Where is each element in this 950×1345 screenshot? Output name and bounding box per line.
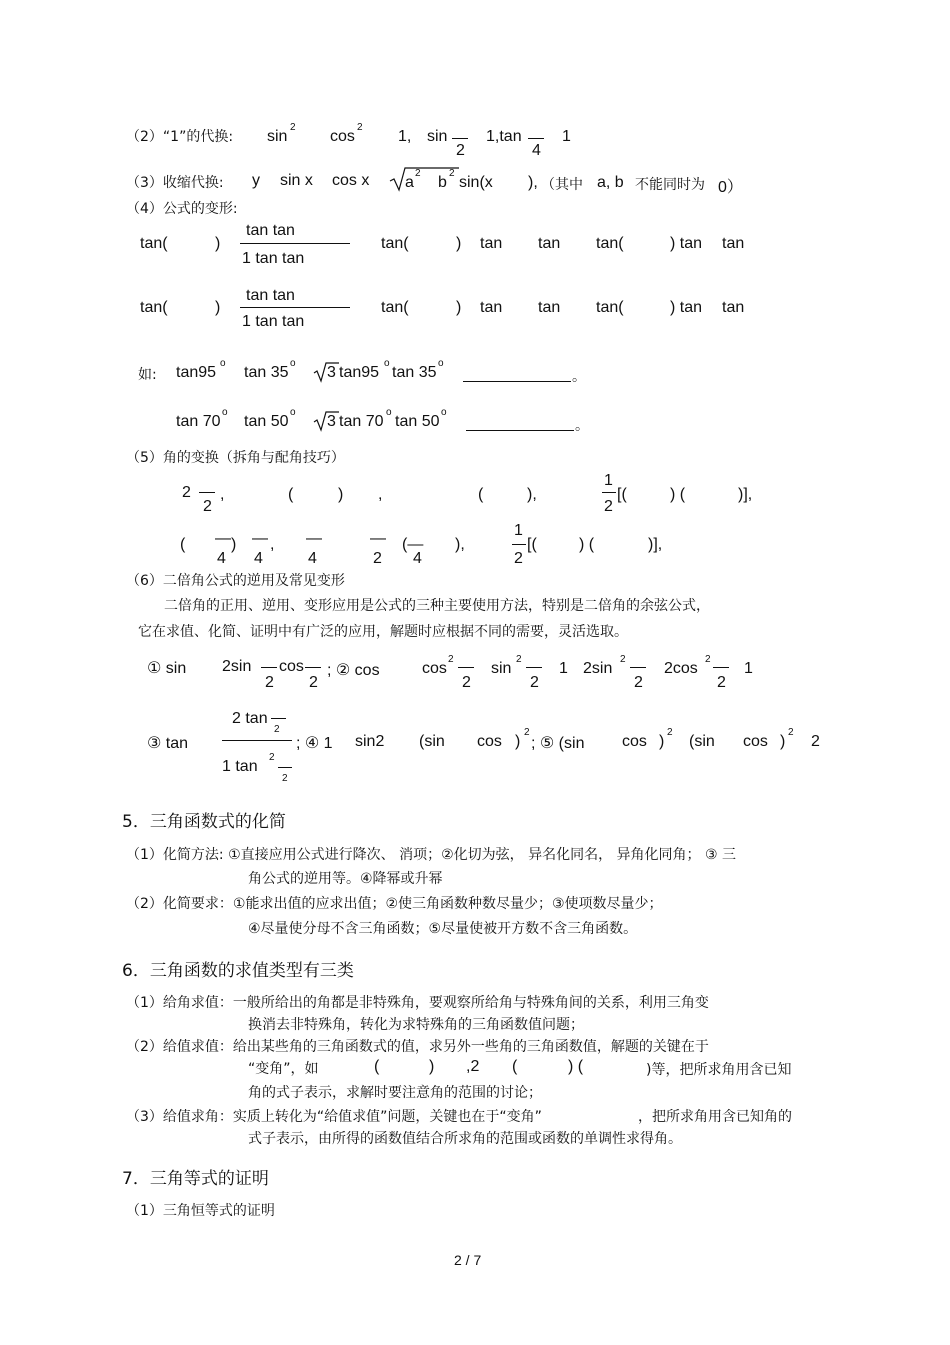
math-text: 2 — [203, 498, 212, 515]
math-text: 2sin — [583, 660, 613, 677]
fraction-bar — [278, 767, 292, 768]
math-text: tan( — [381, 299, 409, 316]
math-text: 2 — [309, 674, 318, 691]
math-text: ; ⑤ (sin — [531, 735, 585, 752]
fraction-bar — [305, 667, 321, 668]
note-text: （其中 — [541, 177, 583, 193]
contraction-label: （3）收缩代换: — [126, 175, 224, 191]
math-text: ) — [515, 733, 521, 750]
math-text: cos x — [332, 172, 370, 189]
angle-transform-label: （5）角的变换（拆角与配角技巧） — [126, 450, 345, 466]
math-text: cos — [330, 128, 355, 145]
math-text: tan( — [140, 235, 168, 252]
math-text: a — [405, 174, 414, 191]
body-line: 角公式的逆用等。④降幂或升幂 — [248, 871, 443, 887]
math-text: ( — [374, 1058, 380, 1075]
math-text: — — [306, 530, 322, 547]
math-text: 0） — [718, 179, 743, 196]
math-text: tan — [480, 299, 503, 316]
math-text: 1 — [559, 660, 568, 677]
math-sup: o — [438, 358, 444, 369]
fraction-bar — [713, 667, 729, 668]
math-text: 3 — [327, 364, 336, 381]
answer-blank[interactable] — [463, 381, 571, 382]
math-text: y — [252, 172, 260, 189]
math-text: cos — [422, 660, 447, 677]
double-angle-label: （6）二倍角公式的逆用及常见变形 — [126, 573, 345, 589]
math-text: ① sin — [147, 660, 187, 677]
math-text: ,2 — [466, 1058, 480, 1075]
math-text: 2 — [717, 674, 726, 691]
body-line: ，把所求角用含已知角的 — [638, 1109, 792, 1125]
math-text: ( — [180, 536, 186, 553]
math-sup: 2 — [516, 654, 522, 665]
math-text: tan 70 — [176, 413, 221, 430]
math-text: ) tan — [670, 299, 703, 316]
math-text: ; ② cos — [327, 662, 380, 679]
fraction-bar — [526, 667, 542, 668]
math-text: ( — [512, 1058, 518, 1075]
math-text: ) — [659, 733, 665, 750]
math-sup: 2 — [449, 168, 455, 179]
math-text: ) tan — [670, 235, 703, 252]
math-sup: 2 — [620, 654, 626, 665]
fraction-denominator: 1 tan tan — [242, 313, 305, 330]
body-line: （2）给值求值：给出某些角的三角函数式的值，求另外一些角的三角函数值，解题的关键在于 — [126, 1039, 709, 1055]
body-line: ④尽量使分母不含三角函数；⑤尽量使被开方数不含三角函数。 — [248, 921, 638, 937]
math-sup: o — [220, 358, 226, 369]
paragraph-line: 二倍角的正用、逆用、变形应用是公式的三种主要使用方法，特别是二倍角的余弦公式， — [164, 598, 710, 614]
math-text: tan 35 — [244, 364, 289, 381]
math-text: 2 — [462, 674, 471, 691]
math-text: 2 — [811, 733, 820, 750]
body-line: （1）给角求值：一般所给出的角都是非特殊角，要观察所给角与特殊角间的关系，利用三角变 — [126, 995, 709, 1011]
math-text: sin — [491, 660, 512, 677]
math-text: 2 — [604, 498, 613, 515]
math-text: (— — [402, 536, 424, 553]
fraction-bar — [630, 667, 646, 668]
math-text: tan — [480, 235, 503, 252]
fraction-bar — [199, 492, 215, 493]
math-text: ) — [338, 486, 344, 503]
math-sup: 2 — [269, 752, 275, 763]
math-text: sin(x — [459, 174, 493, 191]
math-text: 2 — [274, 724, 280, 735]
body-line: )等，把所求角用含已知 — [646, 1062, 792, 1078]
math-text: 1 — [604, 472, 613, 489]
fraction-bar — [240, 243, 350, 244]
math-sup: 2 — [705, 654, 711, 665]
math-text: (sin — [689, 733, 715, 750]
math-text: tan( — [381, 235, 409, 252]
math-text: 2sin — [222, 658, 252, 675]
math-text: ) — [429, 1058, 435, 1075]
body-line: 角的式子表示，求解时要注意角的范围的讨论； — [248, 1085, 542, 1101]
section-heading: 5．三角函数式的化简 — [122, 812, 286, 832]
math-text: 2 — [265, 674, 274, 691]
fraction-bar — [271, 718, 286, 719]
math-text: tan( — [596, 235, 624, 252]
math-text: cos — [622, 733, 647, 750]
math-text: 2 — [373, 550, 382, 567]
math-text: ), — [527, 486, 537, 503]
math-text: , — [220, 486, 225, 503]
fraction-numerator: 2 tan — [232, 710, 268, 727]
math-text: tan 50 — [395, 413, 440, 430]
math-text: 2 — [182, 484, 191, 501]
math-text: tan 70 — [339, 413, 384, 430]
fraction-bar — [261, 667, 277, 668]
paragraph-line: 它在求值、化简、证明中有广泛的应用，解题时应根据不同的需要，灵活选取。 — [138, 624, 628, 640]
substitution-label: （2）“1”的代换: — [126, 129, 234, 145]
body-line: 换消去非特殊角，转化为求特殊角的三角函数值问题； — [248, 1017, 584, 1033]
math-text: 4 — [532, 142, 541, 159]
math-text: 3 — [327, 413, 336, 430]
math-text: (sin — [419, 733, 445, 750]
math-text: ) — [456, 235, 462, 252]
math-sup: 2 — [448, 654, 454, 665]
math-sup: 2 — [667, 727, 673, 738]
math-sup: 2 — [524, 727, 530, 738]
math-text: 4 — [254, 550, 263, 567]
fraction-bar — [458, 667, 474, 668]
body-line: （1）化简方法: ①直接应用公式进行降次、 消项；②化切为弦， 异名化同名， 异角化同角； ③ 三 — [126, 847, 736, 863]
math-text: — — [370, 530, 386, 547]
fraction-bar — [602, 492, 616, 493]
math-text: ) — [215, 299, 221, 316]
math-text: ) — [456, 299, 462, 316]
math-text: 4 — [308, 550, 317, 567]
math-sup: o — [441, 407, 447, 418]
example-label: 如: — [138, 367, 157, 383]
math-text: tan95 — [339, 364, 380, 381]
math-text: ) — [780, 733, 786, 750]
math-text: ) ( — [579, 536, 595, 553]
math-text: tan( — [596, 299, 624, 316]
body-line: （1）三角恒等式的证明 — [126, 1203, 275, 1219]
math-text: ( — [478, 486, 484, 503]
fraction-bar — [528, 138, 544, 139]
math-text: ③ tan — [147, 735, 189, 752]
fraction-numerator: tan tan — [246, 287, 295, 304]
math-text: 1 — [744, 660, 753, 677]
math-text: ; ④ 1 — [296, 735, 333, 752]
math-text: ) — [231, 536, 237, 553]
math-text: 4 — [413, 550, 422, 567]
fraction-denominator: 1 tan — [222, 758, 258, 775]
fraction-bar — [240, 307, 350, 308]
math-text: ) ( — [670, 486, 686, 503]
math-text: a, b — [597, 174, 624, 191]
math-text: 1 — [514, 522, 523, 539]
math-text: tan( — [140, 299, 168, 316]
math-text: b — [438, 174, 447, 191]
math-text: 1,tan — [486, 128, 522, 145]
body-line: （2）化简要求：①能求出值的应求出值；②使三角函数种数尽量少；③使项数尽量少； — [126, 896, 663, 912]
section-heading: 7．三角等式的证明 — [122, 1169, 269, 1189]
math-sup: 2 — [357, 122, 363, 133]
fraction-bar — [222, 740, 292, 741]
math-text: 4 — [217, 550, 226, 567]
math-text: 2 — [282, 773, 288, 784]
section-heading: 6．三角函数的求值类型有三类 — [122, 961, 354, 981]
body-line: 式子表示，由所得的函数值结合所求角的范围或函数的单调性求得角。 — [248, 1131, 682, 1147]
math-text: tan 50 — [244, 413, 289, 430]
math-text: sin x — [280, 172, 313, 189]
period: 。 — [572, 369, 586, 385]
period: 。 — [575, 418, 589, 434]
math-sup: o — [222, 407, 228, 418]
math-text: )], — [648, 536, 663, 553]
formula-variant-label: （4）公式的变形: — [126, 201, 238, 217]
math-text: — — [215, 530, 231, 547]
math-sup: o — [290, 407, 296, 418]
math-text: ) — [215, 235, 221, 252]
math-text: sin — [427, 128, 448, 145]
math-text: [( — [617, 486, 627, 503]
fraction-bar — [452, 138, 468, 139]
page-number: 2 / 7 — [454, 1252, 482, 1268]
math-text: , — [270, 536, 275, 553]
math-text: 2 — [634, 674, 643, 691]
math-text: ), — [528, 174, 538, 191]
math-text: cos — [279, 658, 304, 675]
math-sup: 2 — [788, 727, 794, 738]
math-text: 1, — [398, 128, 412, 145]
answer-blank[interactable] — [466, 430, 574, 431]
math-text: sin2 — [355, 733, 385, 750]
math-text: 1 — [562, 128, 571, 145]
math-text: ) ( — [568, 1058, 584, 1075]
math-sup: 2 — [415, 168, 421, 179]
fraction-bar — [512, 544, 526, 545]
math-text: , — [378, 486, 383, 503]
math-text: )], — [738, 486, 753, 503]
math-text: tan — [722, 235, 745, 252]
math-sup: o — [386, 407, 392, 418]
math-text: tan 35 — [392, 364, 437, 381]
fraction-denominator: 1 tan tan — [242, 250, 305, 267]
math-sup: 2 — [290, 122, 296, 133]
fraction-numerator: tan tan — [246, 222, 295, 239]
math-text: cos — [743, 733, 768, 750]
math-text: 2cos — [664, 660, 698, 677]
body-line: “变角”，如 — [248, 1061, 319, 1077]
math-text: tan95 — [176, 364, 217, 381]
math-text: tan — [538, 235, 561, 252]
math-text: 2 — [530, 674, 539, 691]
body-line: （3）给值求角：实质上转化为“给值求值”问题，关键也在于“变角” — [126, 1109, 542, 1125]
math-sup: o — [290, 358, 296, 369]
math-sup: o — [384, 358, 390, 369]
math-text: — — [252, 530, 268, 547]
math-text: tan — [722, 299, 745, 316]
math-text: ( — [288, 486, 294, 503]
math-text: sin — [267, 128, 288, 145]
math-text: 2 — [514, 550, 523, 567]
note-text: 不能同时为 — [635, 177, 705, 193]
math-text: 2 — [456, 142, 465, 159]
math-text: [( — [527, 536, 537, 553]
math-text: tan — [538, 299, 561, 316]
math-text: ), — [455, 536, 465, 553]
math-text: cos — [477, 733, 502, 750]
